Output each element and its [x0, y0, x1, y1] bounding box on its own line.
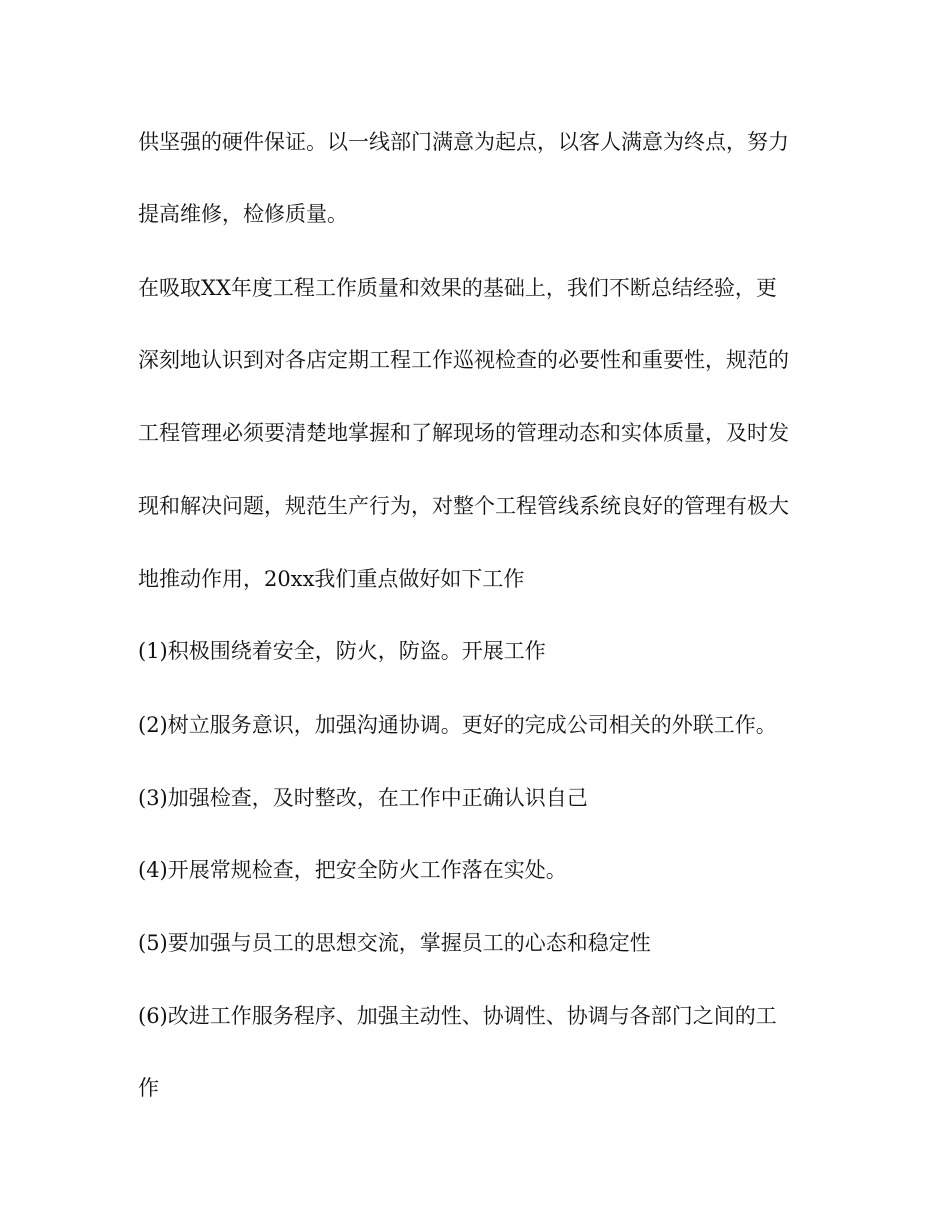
- text-line-7: 地推动作用，20xx我们重点做好如下工作: [138, 567, 525, 591]
- list-item-2: (2)树立服务意识，加强沟通协调。更好的完成公司相关的外联工作。: [138, 713, 777, 737]
- text-line-3: 在吸取XX年度工程工作质量和效果的基础上，我们不断总结经验，更: [138, 276, 777, 300]
- list-item-1: (1)积极围绕着安全，防火，防盗。开展工作: [138, 639, 546, 663]
- text-line-6: 现和解决问题，规范生产行为，对整个工程管线系统良好的管理有极大: [138, 494, 789, 518]
- text-line-1: 供坚强的硬件保证。以一线部门满意为起点，以客人满意为终点，努力: [138, 130, 789, 154]
- list-item-6-continued: 作: [138, 1076, 159, 1100]
- text-line-4: 深刻地认识到对各店定期工程工作巡视检查的必要性和重要性，规范的: [138, 348, 789, 372]
- list-item-5: (5)要加强与员工的思想交流，掌握员工的心态和稳定性: [138, 931, 651, 955]
- text-line-2: 提高维修，检修质量。: [138, 202, 348, 226]
- list-item-6: (6)改进工作服务程序、加强主动性、协调性、协调与各部门之间的工: [138, 1004, 777, 1028]
- text-line-5: 工程管理必须要清楚地掌握和了解现场的管理动态和实体质量，及时发: [138, 421, 789, 445]
- list-item-3: (3)加强检查，及时整改，在工作中正确认识自己: [138, 786, 588, 810]
- list-item-4: (4)开展常规检查，把安全防火工作落在实处。: [138, 858, 567, 882]
